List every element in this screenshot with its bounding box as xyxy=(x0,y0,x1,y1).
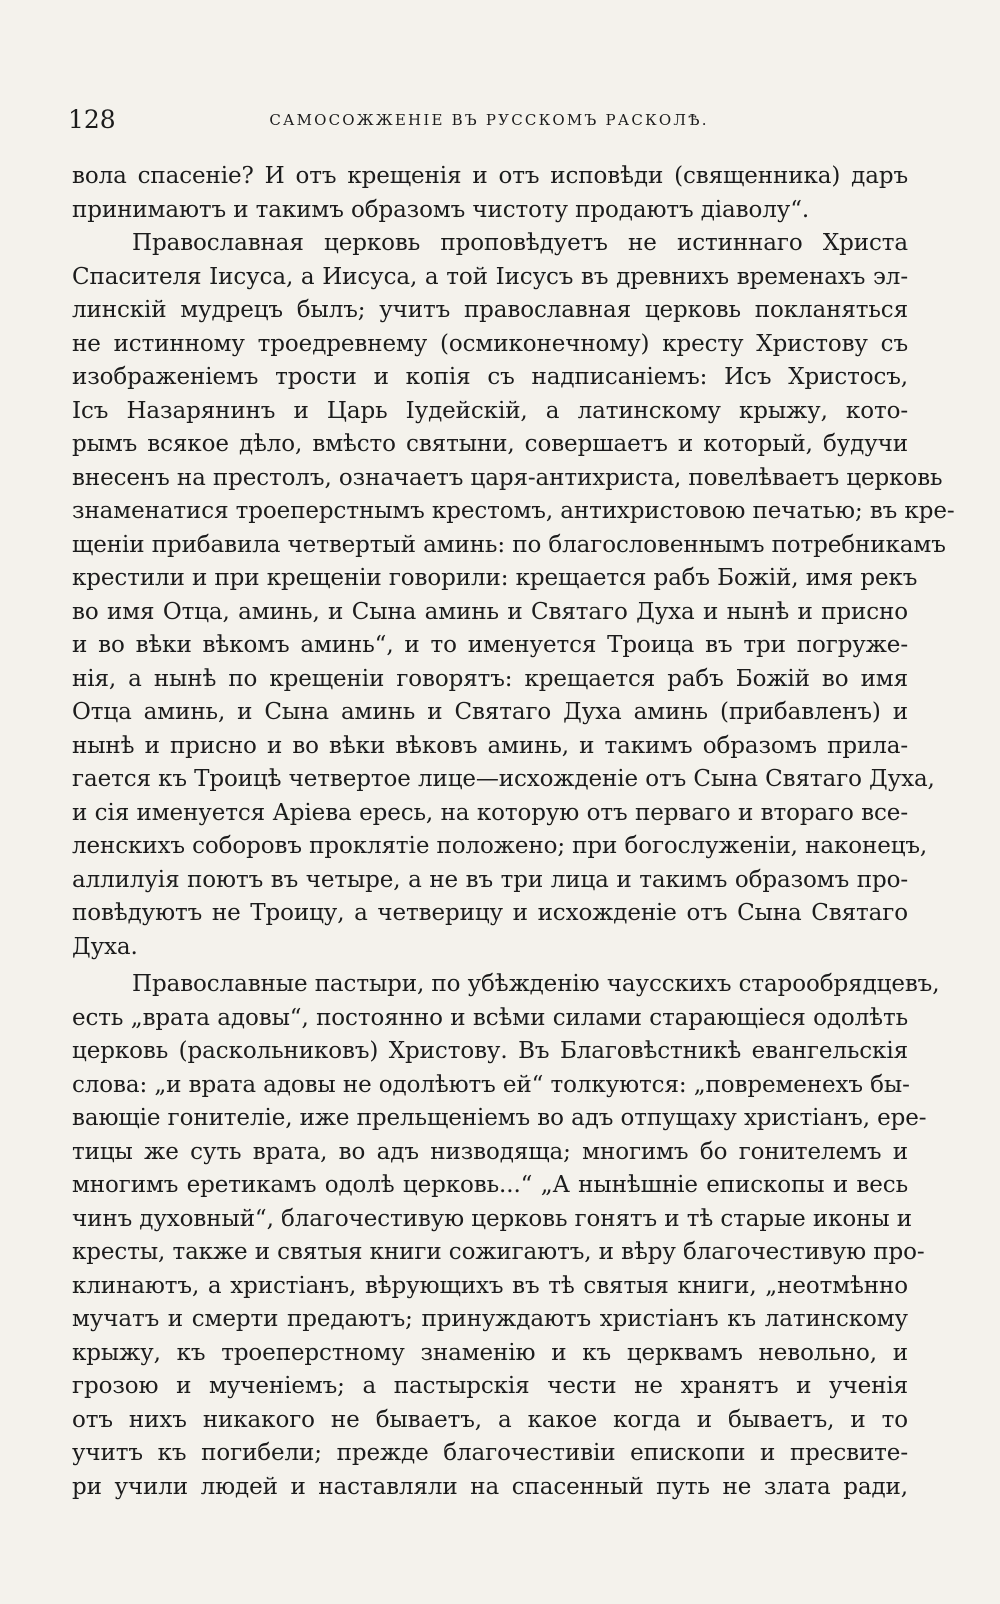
text-line: Ісъ Назарянинъ и Царь Іудейскій, а латинскому крыжу, кото- xyxy=(72,397,908,424)
text-line: ри учили людей и наставляли на спасенный путь не злата ради, xyxy=(72,1473,908,1500)
text-line: Отца аминь, и Сына аминь и Святаго Духа аминь (прибавленъ) и xyxy=(72,699,908,725)
text-line: повѣдуютъ не Троицу, а четверицу и исхожденіе отъ Сына Святаго xyxy=(72,900,908,926)
text-line: слова: „и врата адовы не одолѣютъ ей“ толкуются: „повременехъ бы- xyxy=(72,1071,910,1098)
text-line: тицы же суть врата, во адъ низводяща; многимъ бо гонителемъ и xyxy=(72,1138,908,1165)
text-line: чинъ духовный“, благочестивую церковь гонятъ и тѣ старые иконы и xyxy=(72,1205,913,1232)
text-line: Православные пастыри, по убѣжденію чаусскихъ старообрядцевъ, xyxy=(132,971,940,997)
text-line: принимаютъ и такимъ образомъ чистоту продаютъ діаволу“. xyxy=(72,196,810,223)
text-line: и во вѣки вѣкомъ аминь“, и то именуется Троица въ три погруже- xyxy=(72,632,908,658)
text-line: и сія именуется Аріева ересь, на которую отъ перваго и втораго все- xyxy=(72,799,908,826)
text-line: нынѣ и присно и во вѣки вѣковъ аминь, и такимъ образомъ прила- xyxy=(72,732,908,759)
text-line: отъ нихъ никакого не бываетъ, а какое когда и бываетъ, и то xyxy=(72,1406,908,1433)
text-line: не истинному троедревнему (осмиконечному) кресту Христову съ xyxy=(72,330,908,357)
text-line: изображеніемъ трости и копія съ надписаніемъ: Исъ Христосъ, xyxy=(72,364,908,390)
text-line: гается къ Троицѣ четвертое лице—исхожденіе отъ Сына Святаго Духа, xyxy=(72,766,935,792)
text-line: линскій мудрецъ былъ; учитъ православная церковь покланяться xyxy=(72,297,908,323)
text-line: Духа. xyxy=(72,933,138,960)
page-number: 128 xyxy=(68,105,116,134)
text-line: учитъ къ погибели; прежде благочестивіи епископи и пресвите- xyxy=(72,1440,908,1466)
text-line: внесенъ на престолъ, означаетъ царя-антихриста, повелѣваетъ церковь xyxy=(72,464,943,491)
text-line: многимъ еретикамъ одолѣ церковь...“ „А нынѣшніе епископы и весь xyxy=(72,1172,908,1198)
text-line: рымъ всякое дѣло, вмѣсто святыни, совершаетъ и который, будучи xyxy=(72,431,908,457)
text-line: кресты, также и святыя книги сожигаютъ, и вѣру благочестивую про- xyxy=(72,1239,925,1265)
running-header xyxy=(68,104,910,144)
text-line: во имя Отца, аминь, и Сына аминь и Святаго Духа и нынѣ и присно xyxy=(72,598,908,625)
text-line: ленскихъ соборовъ проклятіе положено; при богослуженіи, наконецъ, xyxy=(72,833,928,859)
text-line: крыжу, къ троеперстному знаменію и къ церквамъ невольно, и xyxy=(72,1339,908,1366)
text-line: вающіе гонителіе, иже прельщеніемъ во адъ отпущаху христіанъ, ере- xyxy=(72,1105,927,1131)
text-line: есть „врата адовы“, постоянно и всѣми силами старающіеся одолѣть xyxy=(72,1004,908,1031)
text-line: мучатъ и смерти предаютъ; принуждаютъ христіанъ къ латинскому xyxy=(72,1306,908,1332)
text-line: Православная церковь проповѣдуетъ не истиннаго Христа xyxy=(132,230,908,256)
text-line: нія, а нынѣ по крещеніи говорятъ: крещается рабъ Божій во имя xyxy=(72,665,908,692)
running-title: САМОСОЖЖЕНІЕ ВЪ РУССКОМЪ РАСКОЛѢ. xyxy=(269,111,709,129)
text-line: аллилуія поютъ въ четыре, а не въ три лица и такимъ образомъ про- xyxy=(72,866,908,893)
text-line: крестили и при крещеніи говорили: крещается рабъ Божій, имя рекъ xyxy=(72,565,918,591)
text-line: грозою и мученіемъ; а пастырскія чести не хранятъ и ученія xyxy=(72,1373,908,1399)
text-line: знаменатися троеперстнымъ крестомъ, антихристовою печатью; въ кре- xyxy=(72,498,955,524)
text-line: церковь (раскольниковъ) Христову. Въ Благовѣстникѣ евангельскія xyxy=(72,1038,908,1064)
body-text xyxy=(72,160,955,1504)
text-line: вола спасеніе? И отъ крещенія и отъ исповѣди (священника) даръ xyxy=(72,163,908,189)
text-line: щеніи прибавила четвертый аминь: по благословеннымъ потребникамъ xyxy=(72,531,946,558)
text-line: клинаютъ, а христіанъ, вѣрующихъ въ тѣ святыя книги, „неотмѣнно xyxy=(72,1272,908,1299)
text-line: Спасителя Іисуса, а Иисуса, а той Іисусъ въ древнихъ временахъ эл- xyxy=(72,263,908,290)
